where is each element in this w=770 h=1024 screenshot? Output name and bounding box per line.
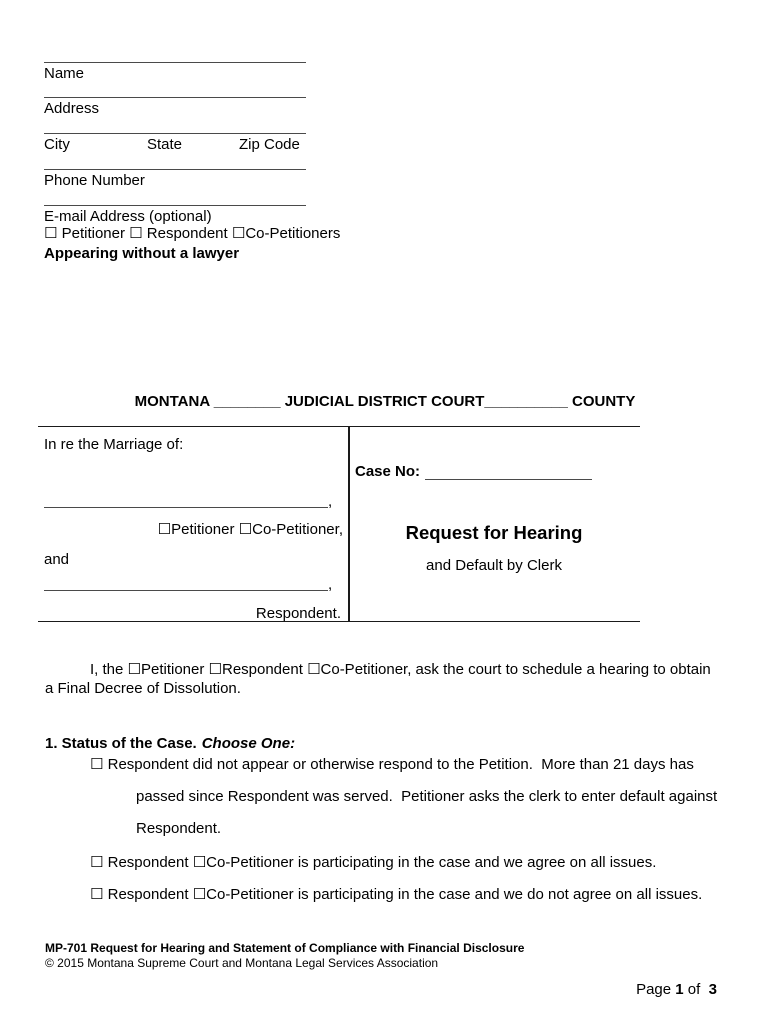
respondent-label: Respondent. [255,605,341,622]
appearing-without-lawyer-label: Appearing without a lawyer [44,245,240,262]
court-title: MONTANA ________ JUDICIAL DISTRICT COURT__________ COUNTY [134,393,636,410]
address-label: Address [44,100,100,117]
comma: , [328,576,333,593]
option3-co-petitioner-checkbox[interactable]: ☐ [192,885,207,903]
filer-role-checkbox-row [44,224,340,243]
text-run: Respondent did not appear or otherwise respond to the Petition. More than 21 days has [103,756,694,773]
status-option-1-line1[interactable] [90,748,736,781]
page-number [636,981,717,999]
document-subtitle: and Default by Clerk [426,557,562,574]
text-run: Respondent [142,225,232,242]
option1-default-checkbox[interactable]: ☐ [90,755,104,773]
case-no-label: Case No: [355,463,421,480]
page-of-word: of [683,981,705,998]
address-field-line[interactable] [44,97,306,98]
email-label: E-mail Address (optional) [44,208,212,225]
status-option-1-line3: Respondent. [136,820,222,837]
intro-respondent-checkbox[interactable]: ☐ [208,660,222,678]
intro-co-petitioner-checkbox[interactable]: ☐ [307,660,321,678]
caption-petitioner-role-row [38,520,345,539]
respondent-checkbox[interactable]: ☐ [129,224,143,242]
co-petitioners-checkbox[interactable]: ☐ [231,224,246,242]
document-title: Request for Hearing [405,522,583,543]
text-run: Respondent [103,853,193,871]
case-no-row [355,463,592,481]
option3-respondent-checkbox[interactable]: ☐ [90,885,104,903]
text-run: Petitioner [171,521,239,538]
intro-paragraph-line2: a Final Decree of Dissolution. [45,680,241,697]
text-run: Respondent [103,886,193,903]
comma: , [328,493,333,510]
text-run: Co-Petitioner is participating in the case and we do not agree on all issues. [206,886,703,903]
text-run: Co-Petitioners [245,225,341,242]
phone-label: Phone Number [44,172,145,189]
petitioner-checkbox[interactable]: ☐ [44,224,58,242]
text-run: Respondent [221,661,308,678]
page-current-number: 1 [675,981,684,998]
text-run: Co-Petitioner is participating in the case and we agree on all issues. [206,853,657,871]
status-option-2[interactable] [90,846,736,879]
city-label: City [44,136,70,153]
intro-petitioner-checkbox[interactable]: ☐ [127,660,141,678]
caption-petitioner-checkbox[interactable]: ☐ [157,520,172,538]
status-option-1-line2: passed since Respondent was served. Petitioner asks the clerk to enter default against [136,787,718,805]
caption-co-petitioner-checkbox[interactable]: ☐ [238,520,253,538]
option2-respondent-checkbox[interactable]: ☐ [90,852,104,871]
name-field-line[interactable] [44,62,306,63]
city-state-zip-labels [44,136,306,154]
status-options-list [90,748,736,911]
footer [45,941,524,971]
footer-form-id: MP-701 Request for Hearing and Statement of Compliance with Financial Disclosure [45,941,525,955]
page-word: Page [636,981,676,998]
petitioner-name-line[interactable] [44,493,328,508]
in-re-marriage-label: In re the Marriage of: [44,436,184,453]
zip-label: Zip Code [239,136,300,153]
text-run: Co-Petitioner, [252,521,343,538]
status-option-3[interactable] [90,878,736,911]
caption-table [38,426,640,622]
state-label: State [147,136,183,153]
email-field-line[interactable] [44,205,306,206]
section1-heading-italic: Choose One: [201,735,296,752]
respondent-name-line[interactable] [44,576,328,591]
text-run: I, the [90,661,128,678]
case-no-field-line[interactable] [425,465,592,480]
and-label: and [44,551,70,568]
section1-heading-bold: 1. Status of the Case. [45,735,197,752]
footer-copyright: © 2015 Montana Supreme Court and Montana Legal Services Association [45,956,439,970]
text-run: Co-Petitioner, ask the court to schedule a hearing to obtain [320,661,711,678]
text-run: Petitioner [57,225,130,242]
petitioner-name-field [44,493,332,511]
intro-paragraph-line1 [90,660,711,679]
text-run: Petitioner [140,661,209,678]
option2-co-petitioner-checkbox[interactable]: ☐ [192,852,207,871]
city-state-zip-field-line[interactable] [44,133,306,134]
phone-field-line[interactable] [44,169,306,170]
respondent-name-field [44,576,332,594]
page-total-number: 3 [704,981,717,998]
name-label: Name [44,65,85,82]
